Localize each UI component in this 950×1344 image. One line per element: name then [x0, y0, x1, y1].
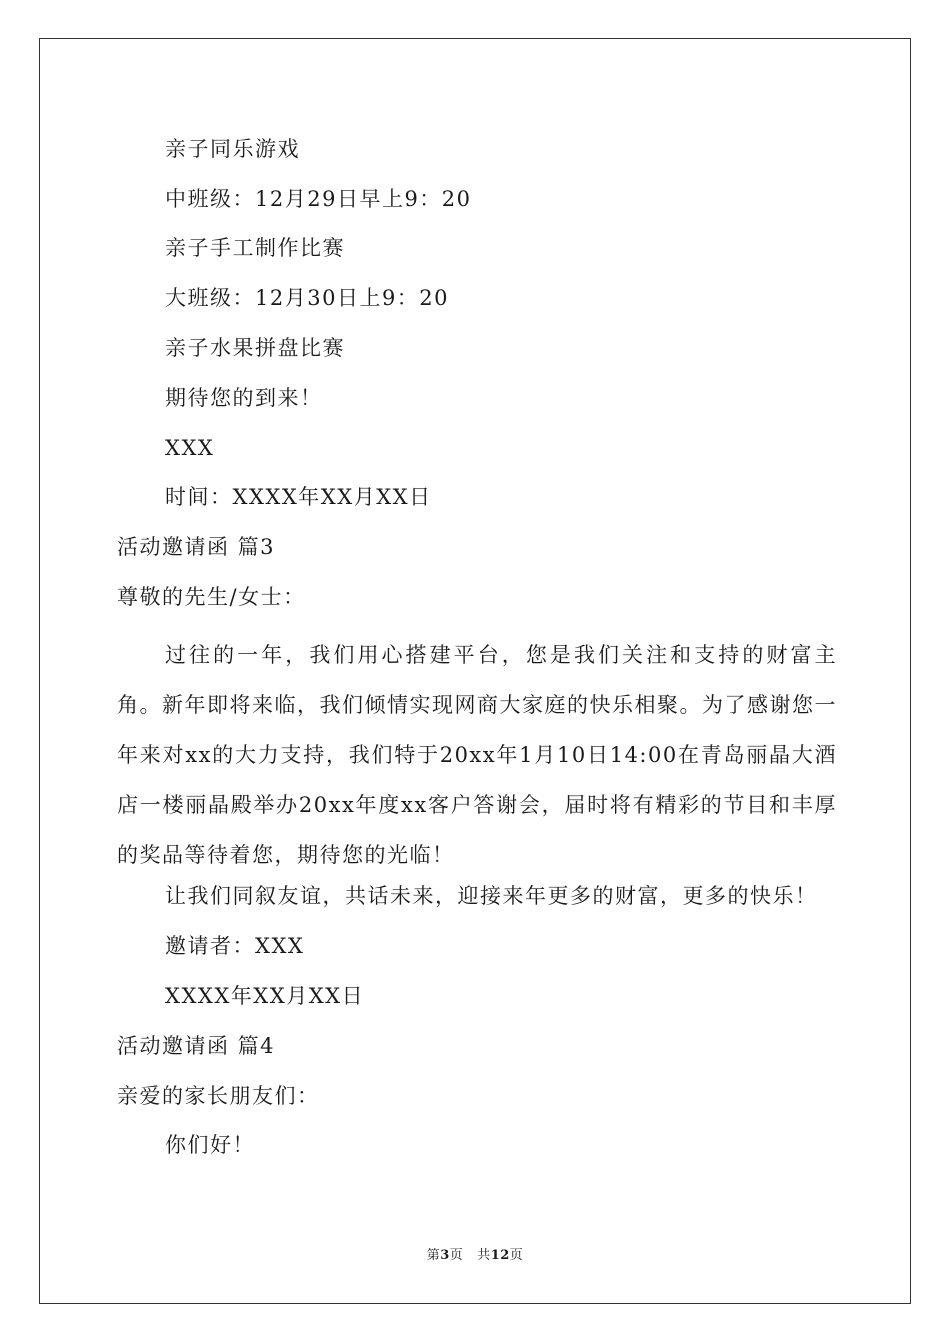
text-line: 亲子手工制作比赛	[165, 236, 345, 260]
page-number: 3	[440, 1248, 450, 1263]
page-suffix: 页	[449, 1248, 464, 1263]
date-line: XXXX年XX月XX日	[165, 984, 365, 1008]
text-line: 大班级：12月30日上9：20	[165, 286, 450, 310]
section-heading: 活动邀请函 篇3	[117, 535, 276, 559]
body-paragraph: 过往的一年，我们用心搭建平台，您是我们关注和支持的财富主角。新年即将来临，我们倾情实现网商大家庭的快乐相聚。为了感谢您一年来对xx的大力支持，我们特于20xx年1月10日14:00在青岛丽晶大酒店一楼丽晶殿举办20xx年度xx客户答谢会，届时将有精彩的节目和丰厚的奖品等待着您，期待您的光临！	[117, 643, 837, 867]
page-prefix: 第	[426, 1248, 441, 1263]
text-line: 期待您的到来！	[165, 386, 323, 410]
total-prefix: 共	[477, 1248, 491, 1263]
salutation: 尊敬的先生/女士：	[117, 585, 306, 609]
text-line: 时间：XXXX年XX月XX日	[165, 485, 432, 509]
greeting-line: 你们好！	[165, 1133, 255, 1157]
text-line: 亲子水果拼盘比赛	[165, 336, 345, 360]
text-line: XXX	[165, 436, 215, 460]
text-line: 亲子同乐游戏	[165, 137, 300, 161]
total-suffix: 页	[509, 1248, 524, 1263]
text-line: 中班级：12月29日早上9：20	[165, 187, 472, 211]
inviter-line: 邀请者：XXX	[165, 934, 305, 958]
page-footer	[0, 1247, 950, 1265]
total-pages: 12	[490, 1248, 510, 1263]
closing-line: 让我们同叙友谊，共话未来，迎接来年更多的财富，更多的快乐！	[165, 884, 818, 908]
salutation: 亲爱的家长朋友们：	[117, 1084, 320, 1108]
section-heading: 活动邀请函 篇4	[117, 1034, 276, 1058]
